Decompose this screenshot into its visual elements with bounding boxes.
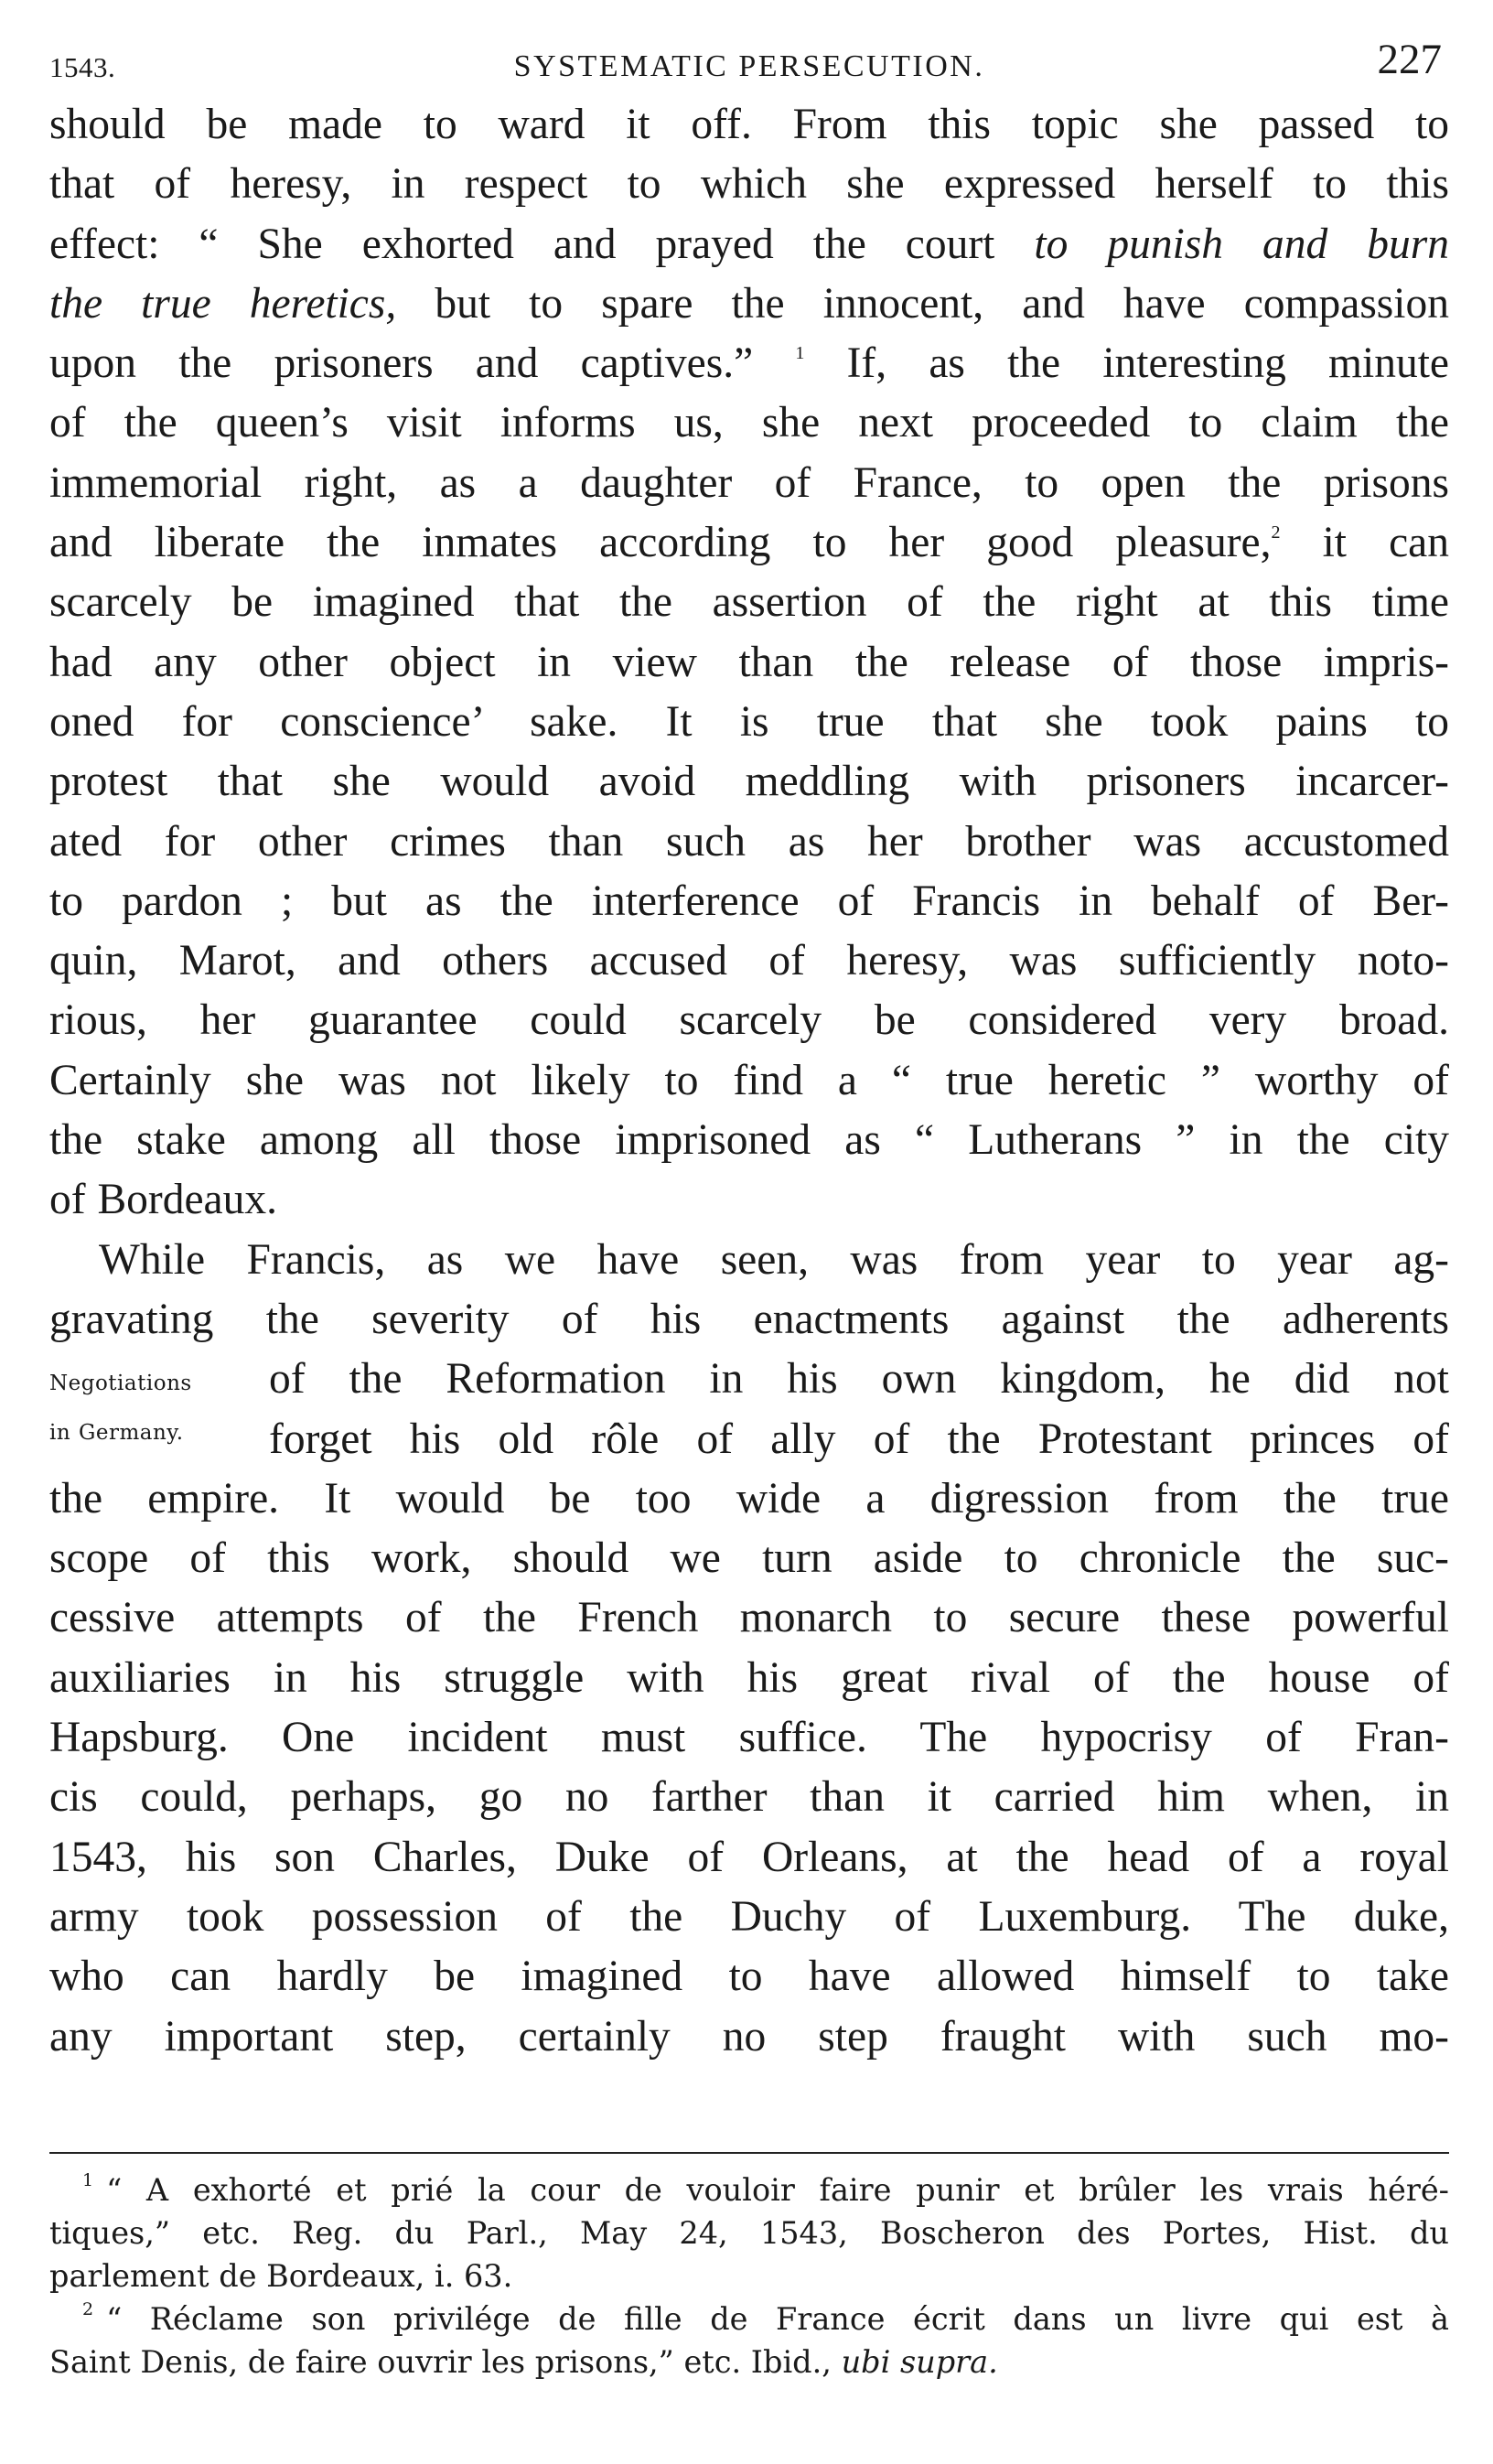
text-line <box>49 334 1449 393</box>
text-line: Certainly she was not likely to find a “ true heretic ” worthy of <box>49 1056 1449 1104</box>
text-run: effect: “ She exhorted and prayed the court <box>49 220 1035 268</box>
italic-phrase: to punish and burn <box>1034 220 1449 268</box>
body-text <box>49 95 1449 2067</box>
text-line <box>49 1410 1449 1469</box>
text-line: auxiliaries in his struggle with his great rival of the house of <box>49 1653 1449 1702</box>
footnotes <box>49 2168 1449 2383</box>
footnote-ref-1: 1 <box>795 343 805 364</box>
page-number: 227 <box>1377 36 1442 83</box>
book-page <box>49 31 1449 2380</box>
text-line: the stake among all those imprisoned as “ Lutherans ” in the city <box>49 1116 1449 1165</box>
text-line <box>49 1350 1449 1409</box>
running-head <box>49 31 1449 95</box>
running-head-title: SYSTEMATIC PERSECUTION. <box>513 49 985 83</box>
text-line: 1543, his son Charles, Duke of Orleans, at the head of a royal <box>49 1833 1449 1881</box>
text-line: oned for conscience’ sake. It is true that she took pains to <box>49 697 1449 746</box>
italic-phrase: ubi supra. <box>841 2344 998 2380</box>
text-run: it can <box>1280 519 1449 567</box>
text-line: that of heresy, in respect to which she expressed herself to this <box>49 160 1449 209</box>
running-head-year: 1543. <box>49 51 116 83</box>
text-run: Saint Denis, de faire ouvrir les prisons,” etc. Ibid., <box>49 2344 842 2380</box>
text-line: gravating the severity of his enactments against the adherents <box>49 1295 1449 1343</box>
footnote-1-mark: 1 <box>82 2170 94 2190</box>
text-line: should be made to ward it off. From this topic she passed to <box>49 101 1449 148</box>
text-line: any important step, certainly no step fraught with such mo- <box>49 2012 1449 2061</box>
footnote-2-mark: 2 <box>82 2299 94 2319</box>
text-line <box>49 513 1449 573</box>
text-line: cis could, perhaps, go no farther than it carried him when, in <box>49 1773 1449 1822</box>
text-line: quin, Marot, and others accused of heresy, was sufficiently noto- <box>49 937 1449 985</box>
text-run: forget his old rôle of ally of the Protestant princes of <box>269 1415 1449 1463</box>
text-run: of the Reformation in his own kingdom, he did not <box>269 1355 1449 1404</box>
text-line: Hapsburg. One incident must suffice. The hypocrisy of Fran- <box>49 1714 1449 1762</box>
footnote-1-line <box>49 2168 1449 2211</box>
text-run: “ Réclame son privilége de fille de France écrit dans un livre qui est à <box>106 2301 1449 2337</box>
text-line: protest that she would avoid meddling with prisoners incarcer- <box>49 758 1449 806</box>
footnote-2-line <box>49 2340 1449 2383</box>
text-run: and liberate the inmates according to her good pleasure, <box>49 519 1272 567</box>
side-note-line-2: in Germany. <box>49 1420 184 1445</box>
text-line: ated for other crimes than such as her brother was accustomed <box>49 817 1449 866</box>
text-run: If, as the interesting minute <box>804 339 1449 388</box>
text-line: to pardon ; but as the interference of Francis in behalf of Ber- <box>49 877 1449 925</box>
paragraph-1 <box>49 95 1449 1231</box>
text-line: While Francis, as we have seen, was from year to year ag- <box>99 1235 1449 1284</box>
text-line <box>49 215 1449 274</box>
footnote-2-line <box>49 2297 1449 2340</box>
footnote-1-line: parlement de Bordeaux, i. 63. <box>49 2258 513 2294</box>
text-line: scarcely be imagined that the assertion of the right at this time <box>49 578 1449 627</box>
text-run: “ A exhorté et prié la cour de vouloir faire punir et brûler les vrais héré- <box>106 2172 1449 2208</box>
text-run: upon the prisoners and captives.” <box>49 339 796 388</box>
text-line: had any other object in view than the release of those impris- <box>49 638 1449 686</box>
text-line <box>49 274 1449 334</box>
text-line: rious, her guarantee could scarcely be considered very broad. <box>49 996 1449 1045</box>
footnote-ref-2: 2 <box>1271 522 1281 543</box>
italic-phrase: the true heretics, <box>49 279 397 328</box>
text-line: immemorial right, as a daughter of France, to open the prisons <box>49 458 1449 507</box>
text-line: cessive attempts of the French monarch to secure these powerful <box>49 1594 1449 1642</box>
footnote-1-line: tiques,” etc. Reg. du Parl., May 24, 1543, Boscheron des Portes, Hist. du <box>49 2215 1449 2251</box>
text-line: army took possession of the Duchy of Luxemburg. The duke, <box>49 1892 1449 1941</box>
text-line: scope of this work, should we turn aside to chronicle the suc- <box>49 1534 1449 1583</box>
paragraph-2 <box>49 1231 1449 2067</box>
text-line: the empire. It would be too wide a digression from the true <box>49 1474 1449 1523</box>
text-line: of Bordeaux. <box>49 1176 277 1224</box>
text-line: who can hardly be imagined to have allowed himself to take <box>49 1953 1449 2001</box>
text-run: but to spare the innocent, and have compassion <box>396 279 1449 328</box>
side-note-line-1: Negotiations <box>49 1372 192 1396</box>
footnote-divider <box>49 2152 1449 2154</box>
text-line: of the queen’s visit informs us, she next proceeded to claim the <box>49 399 1449 447</box>
